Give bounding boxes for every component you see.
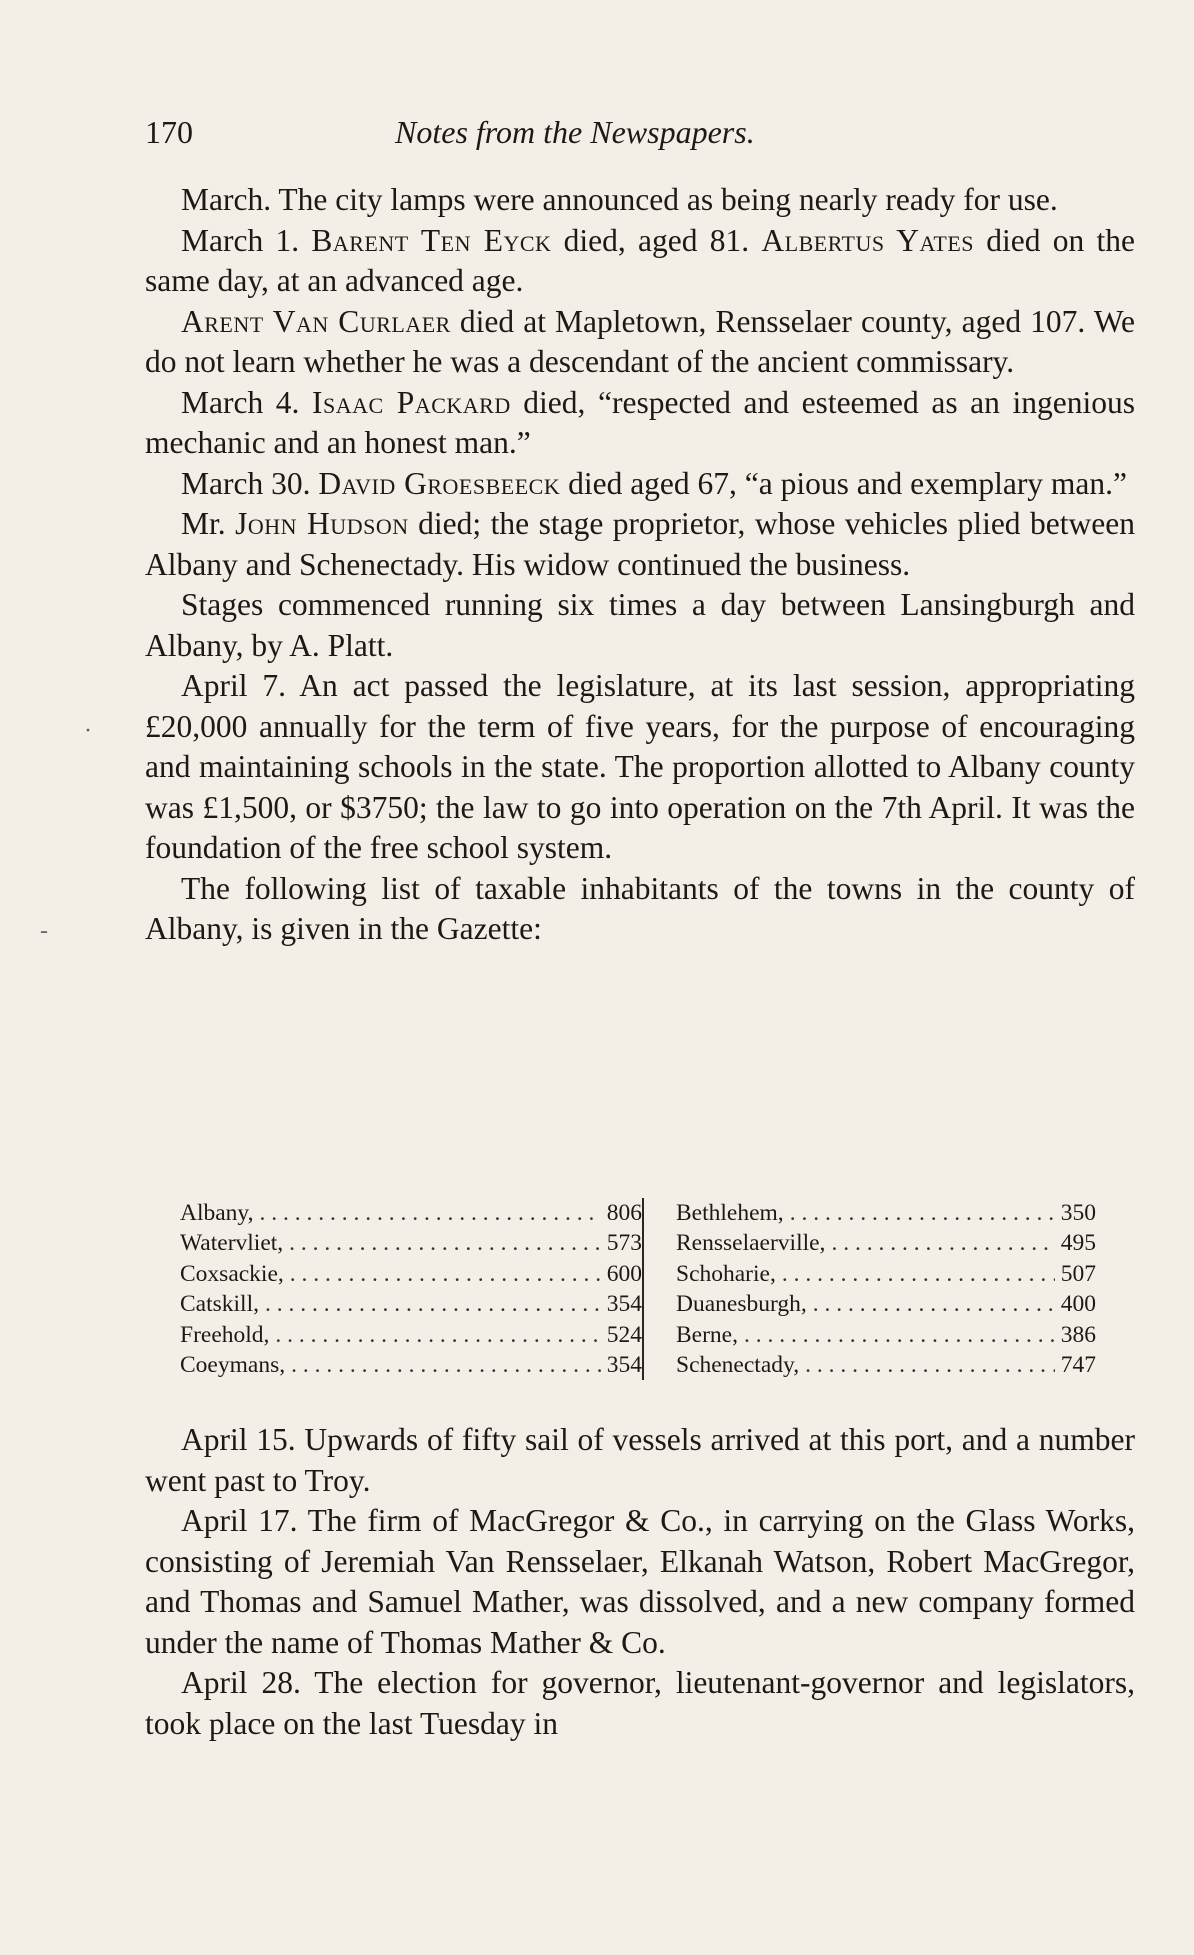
taxable-count: 495 bbox=[1060, 1230, 1096, 1257]
paragraph bbox=[145, 666, 1135, 869]
person-name: Barent Ten Eyck bbox=[311, 222, 552, 258]
taxable-count: 507 bbox=[1060, 1260, 1096, 1287]
paragraph-text: March. The city lamps were announced as being nearly ready for use. bbox=[181, 182, 1058, 217]
leader-dots bbox=[260, 1198, 601, 1228]
paragraph-text: March 4. bbox=[181, 384, 313, 420]
paragraph-text: April 15. Upwards of fifty sail of vessels arrived at this port, and a number went past to Troy. bbox=[145, 1422, 1135, 1498]
town-name: Rensselaerville, bbox=[676, 1230, 826, 1257]
person-name: John Hudson bbox=[235, 506, 409, 541]
leader-dots bbox=[291, 1350, 601, 1380]
towns-column-left bbox=[180, 1198, 642, 1380]
taxable-count: 573 bbox=[606, 1230, 642, 1257]
leader-dots bbox=[290, 1259, 601, 1289]
taxable-count: 354 bbox=[606, 1291, 642, 1318]
leader-dots bbox=[265, 1289, 601, 1319]
taxable-count: 600 bbox=[606, 1260, 642, 1287]
taxable-count: 350 bbox=[1060, 1200, 1096, 1226]
paragraph-text: died, “respected and esteemed as an ingenious mechanic and an honest man.” bbox=[145, 384, 1135, 460]
town-name: Berne, bbox=[676, 1321, 738, 1348]
town-name: Watervliet, bbox=[180, 1230, 284, 1257]
margin-mark: · bbox=[84, 718, 92, 744]
town-name: Albany, bbox=[180, 1200, 254, 1226]
paragraph bbox=[145, 1663, 1135, 1744]
town-name: Schenectady, bbox=[676, 1352, 800, 1379]
leader-dots bbox=[813, 1289, 1055, 1319]
town-name: Bethlehem, bbox=[676, 1200, 784, 1226]
taxable-count: 354 bbox=[606, 1352, 642, 1379]
paragraph bbox=[145, 585, 1135, 666]
paragraph-text: April 7. An act passed the legislature, at its last session, appropriating £20,000 annually for the term of five years, for the purpose of encouraging and maintaining schools in the state. The proportion allotted to Albany county was £1,500, or $3750; the law to go into operation on the 7th April. It was the foundation of the free school system. bbox=[145, 668, 1135, 865]
town-row bbox=[676, 1228, 1096, 1258]
town-row bbox=[180, 1320, 642, 1350]
town-row bbox=[676, 1198, 1096, 1228]
taxable-inhabitants-table bbox=[180, 1198, 1110, 1380]
leader-dots bbox=[744, 1320, 1055, 1350]
paragraph-text: died aged 67, “a pious and exemplary man.” bbox=[560, 465, 1128, 501]
paragraph-text: April 28. The election for governor, lieutenant-governor and legislators, took place on the last Tuesday in bbox=[145, 1665, 1135, 1741]
towns-column-right bbox=[642, 1198, 1096, 1380]
leader-dots bbox=[805, 1350, 1055, 1380]
body-text-bottom bbox=[145, 1420, 1135, 1744]
leader-dots bbox=[782, 1259, 1055, 1289]
town-name: Coxsackie, bbox=[180, 1260, 284, 1287]
town-name: Coeymans, bbox=[180, 1352, 286, 1379]
town-row bbox=[180, 1259, 642, 1289]
town-row bbox=[676, 1259, 1096, 1289]
page-number: 170 bbox=[145, 114, 193, 150]
paragraph bbox=[145, 504, 1135, 585]
paragraph bbox=[145, 383, 1135, 464]
town-row bbox=[180, 1198, 642, 1228]
town-name: Freehold, bbox=[180, 1321, 270, 1348]
running-title: Notes from the Newspapers. bbox=[395, 114, 755, 150]
leader-dots bbox=[275, 1320, 600, 1350]
paragraph bbox=[145, 464, 1135, 505]
paragraph bbox=[145, 869, 1135, 950]
taxable-count: 806 bbox=[606, 1200, 642, 1226]
town-row bbox=[676, 1320, 1096, 1350]
paragraph-text: The following list of taxable inhabitants of the towns in the county of Albany, is given in the Gazette: bbox=[145, 870, 1135, 946]
taxable-count: 524 bbox=[606, 1321, 642, 1348]
leader-dots bbox=[831, 1228, 1054, 1258]
person-name: Albertus Yates bbox=[761, 222, 975, 258]
margin-mark: - bbox=[40, 918, 48, 944]
paragraph-text: March 1. bbox=[181, 222, 312, 258]
paragraph-text: Stages commenced running six times a day between Lansingburgh and Albany, by A. Platt. bbox=[145, 587, 1135, 663]
paragraph bbox=[145, 180, 1135, 221]
town-row bbox=[180, 1228, 642, 1258]
paragraph-text: died, aged 81. bbox=[551, 222, 762, 258]
town-row bbox=[180, 1289, 642, 1319]
paragraph bbox=[145, 1501, 1135, 1663]
paragraph-text: March 30. bbox=[181, 465, 319, 501]
person-name: Arent Van Curlaer bbox=[181, 303, 451, 339]
town-row bbox=[676, 1289, 1096, 1319]
taxable-count: 386 bbox=[1060, 1321, 1096, 1348]
town-name: Schoharie, bbox=[676, 1260, 776, 1287]
person-name: David Groesbeeck bbox=[318, 465, 561, 501]
paragraph-text: Mr. bbox=[181, 506, 236, 541]
town-row bbox=[180, 1350, 642, 1380]
town-name: Duanesburgh, bbox=[676, 1291, 807, 1318]
paragraph-text: died at Mapletown, Rensselaer county, aged 107. We do not learn whether he was a descendant of the ancient commissary. bbox=[145, 303, 1136, 379]
paragraph bbox=[145, 1420, 1135, 1501]
paragraph-text: died on the same day, at an advanced age. bbox=[145, 222, 1136, 298]
paragraph-text: April 17. The firm of MacGregor & Co., in carrying on the Glass Works, consisting of Jeremiah Van Rensselaer, Elkanah Watson, Robert MacGregor, and Thomas and Samuel Mather, was dissolved, and a new company formed under the name of Thomas Mather & Co. bbox=[145, 1503, 1135, 1660]
town-row bbox=[676, 1350, 1096, 1380]
paragraph-text: died; the stage proprietor, whose vehicles plied between Albany and Schenectady. His widow continued the business. bbox=[145, 506, 1135, 582]
town-name: Catskill, bbox=[180, 1291, 259, 1318]
taxable-count: 747 bbox=[1060, 1352, 1096, 1379]
taxable-count: 400 bbox=[1060, 1291, 1096, 1318]
leader-dots bbox=[790, 1198, 1055, 1228]
page-header bbox=[145, 108, 1135, 158]
paragraph bbox=[145, 302, 1135, 383]
leader-dots bbox=[289, 1228, 601, 1258]
person-name: Isaac Packard bbox=[312, 384, 511, 420]
body-text-top bbox=[145, 180, 1135, 950]
paragraph bbox=[145, 221, 1135, 302]
